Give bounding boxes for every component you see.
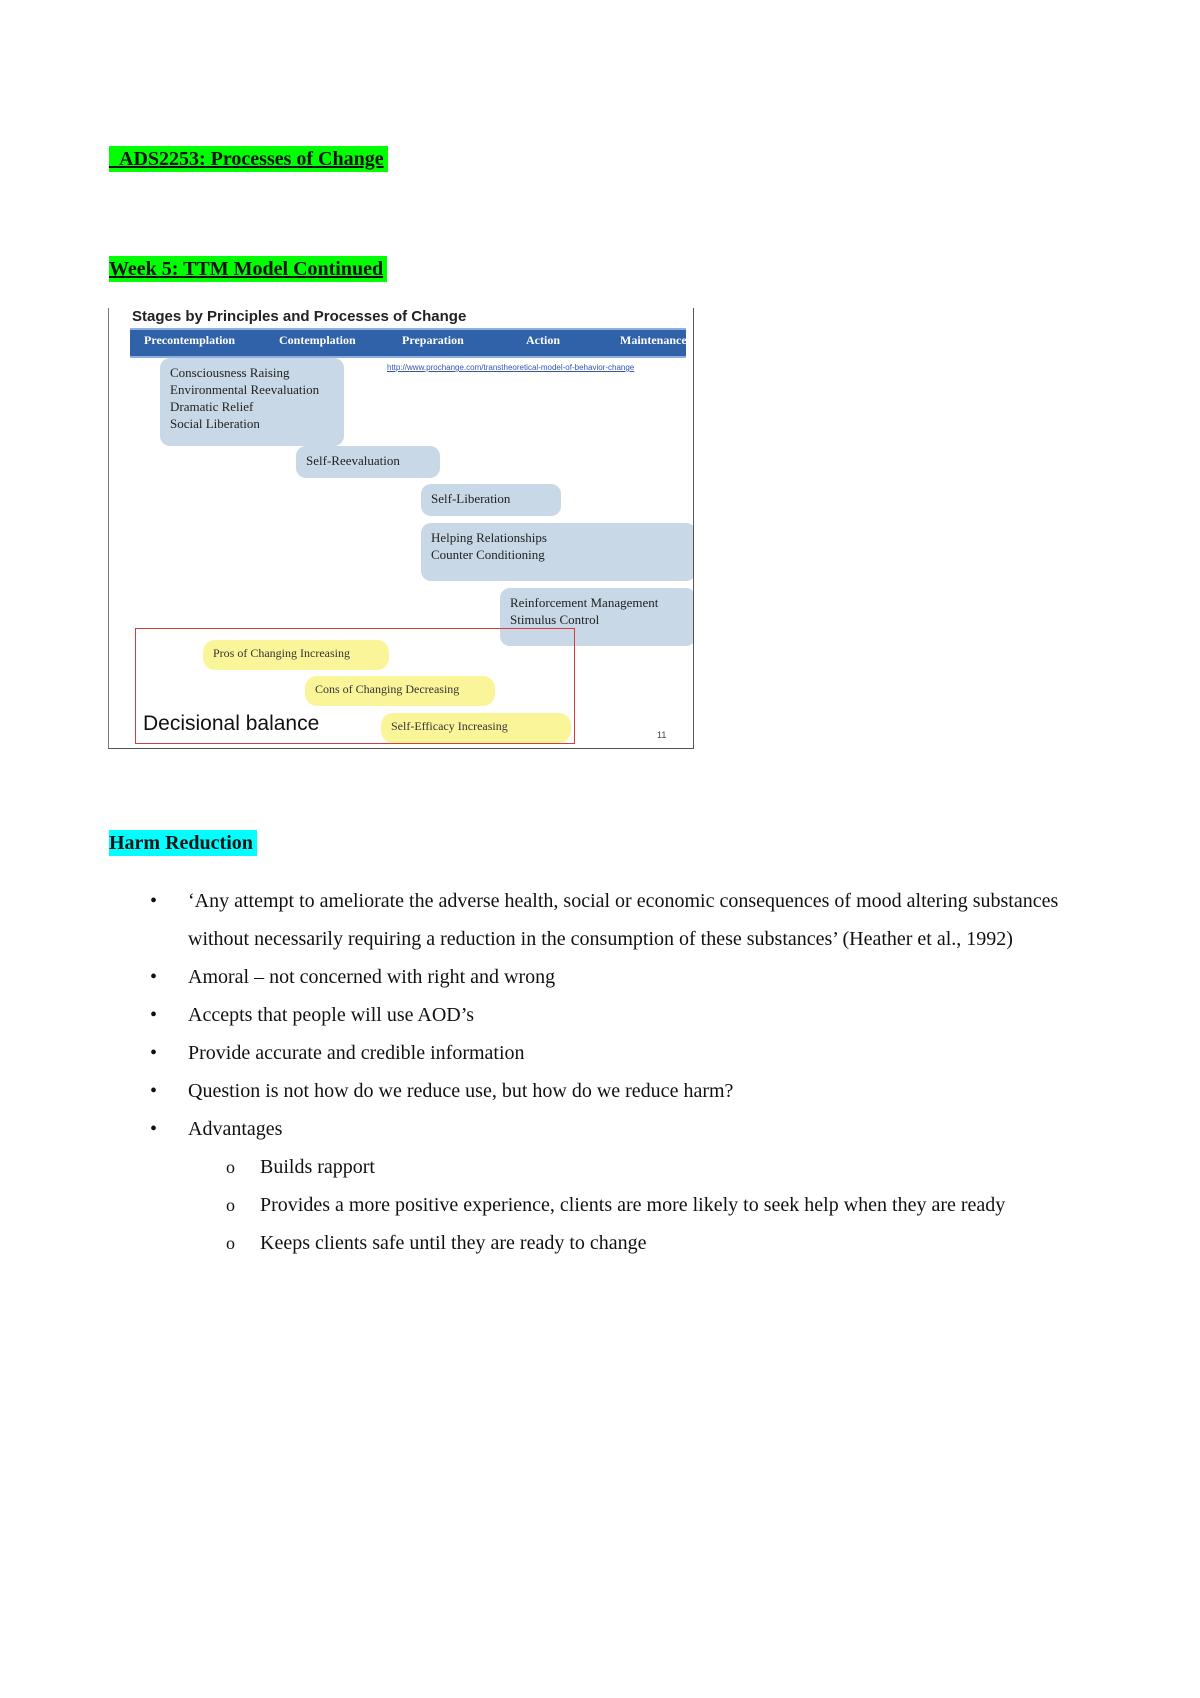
list-item-text: Accepts that people will use AOD’s — [188, 1004, 475, 1026]
list-item-text: Provide accurate and credible information — [188, 1042, 525, 1064]
week-title: Week 5: TTM Model Continued — [109, 256, 387, 282]
self-efficacy-box: Self-Efficacy Increasing — [381, 713, 571, 743]
process-label: Helping Relationships — [431, 530, 547, 545]
process-label: Environmental Reevaluation — [170, 382, 320, 397]
slide-page-number: 11 — [657, 730, 667, 740]
stage-action: Action — [526, 333, 560, 347]
pros-box: Pros of Changing Increasing — [203, 640, 389, 670]
sub-list-item — [150, 1148, 1110, 1186]
sub-list-item-text: Provides a more positive experience, clients are more likely to seek help when they are ready — [260, 1194, 1006, 1216]
cons-box: Cons of Changing Decreasing — [305, 676, 495, 706]
list-item — [150, 996, 1110, 1034]
harm-reduction-title: Harm Reduction — [109, 830, 257, 856]
process-label: Dramatic Relief — [170, 399, 254, 414]
harm-reduction-list — [150, 882, 1110, 1262]
slide-url: http://www.prochange.com/transtheoretical-model-of-behavior-change — [387, 363, 635, 372]
process-box-self-reevaluation — [296, 446, 440, 478]
process-label: Social Liberation — [170, 416, 260, 431]
list-item — [150, 1034, 1110, 1072]
process-box-action — [421, 523, 694, 581]
bullet-icon: • — [150, 966, 158, 988]
list-item-text: Advantages — [188, 1118, 283, 1140]
process-label: Stimulus Control — [510, 612, 600, 627]
course-title: _ADS2253: Processes of Change — [109, 146, 388, 172]
bullet-icon: • — [150, 890, 158, 912]
list-item-text: Amoral – not concerned with right and wrong — [188, 966, 556, 988]
process-label: Reinforcement Management — [510, 595, 659, 610]
process-label: Consciousness Raising — [170, 365, 290, 380]
sub-list-item-text: Keeps clients safe until they are ready to change — [260, 1232, 647, 1254]
circle-bullet-icon: o — [226, 1195, 235, 1215]
stage-precontemplation: Precontemplation — [144, 333, 236, 347]
list-item — [150, 1110, 1110, 1148]
circle-bullet-icon: o — [226, 1157, 235, 1177]
process-label: Self-Reevaluation — [306, 453, 400, 468]
stage-bar — [130, 328, 686, 358]
list-item — [150, 882, 1110, 958]
stage-maintenance: Maintenance — [620, 333, 687, 347]
slide-title: Stages by Principles and Processes of Change — [132, 308, 467, 325]
stage-preparation: Preparation — [402, 333, 464, 347]
bullet-icon: • — [150, 1118, 158, 1140]
sub-list-item — [150, 1186, 1110, 1224]
bullet-icon: • — [150, 1004, 158, 1026]
list-item-text: ‘Any attempt to ameliorate the adverse health, social or economic consequences of mood altering substances without necessarily requiring a reduction in the consumption of these substances’ (Heather et al., 1992) — [188, 890, 1059, 950]
circle-bullet-icon: o — [226, 1233, 235, 1253]
list-item-text: Question is not how do we reduce use, but how do we reduce harm? — [188, 1080, 734, 1102]
sub-list-item-text: Builds rapport — [260, 1156, 375, 1178]
process-label: Counter Conditioning — [431, 547, 545, 562]
bullet-icon: • — [150, 1080, 158, 1102]
list-item — [150, 1072, 1110, 1110]
process-box-precontemplation — [160, 358, 344, 446]
process-box-self-liberation — [421, 484, 561, 516]
ttm-slide-image — [108, 308, 694, 749]
bullet-icon: • — [150, 1042, 158, 1064]
stage-contemplation: Contemplation — [279, 333, 356, 347]
decisional-balance-label: Decisional balance — [143, 712, 320, 735]
list-item — [150, 958, 1110, 996]
sub-list-item — [150, 1224, 1110, 1262]
process-label: Self-Liberation — [431, 491, 511, 506]
